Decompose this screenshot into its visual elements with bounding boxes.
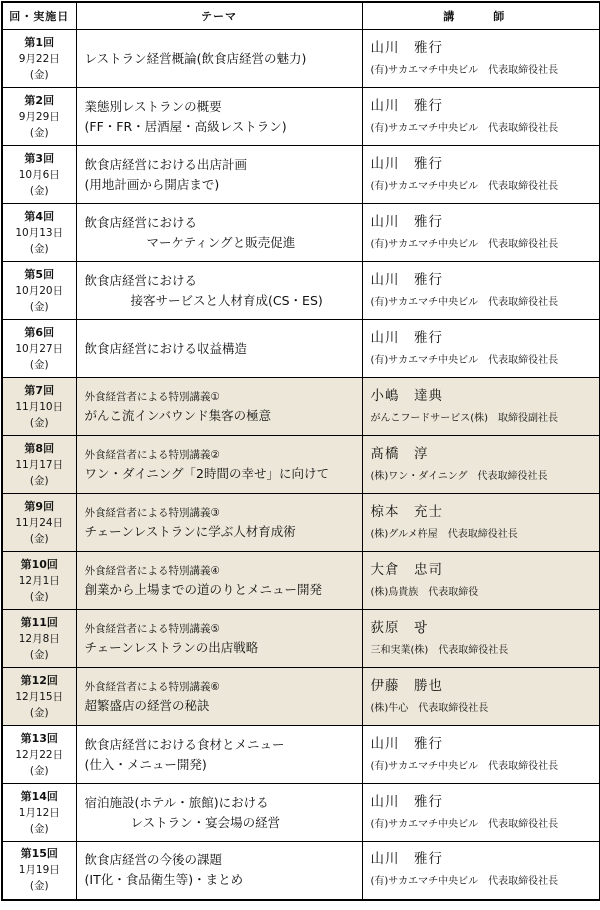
session-num: 第9回	[24, 499, 55, 513]
session-cell	[2, 320, 76, 378]
theme-text: 飲食店経営における収益構造	[84, 340, 248, 356]
session-cell	[2, 436, 76, 494]
lecturer-cell	[362, 436, 600, 494]
session-num: 第11回	[20, 615, 58, 629]
header-theme: テーマ	[76, 2, 362, 30]
theme-cell	[76, 784, 362, 842]
lecturer-name: 山川 雅行	[370, 793, 443, 810]
theme-cell	[76, 146, 362, 204]
lecturer-title: (株)ワン・ダイニング 代表取締役社長	[370, 470, 548, 482]
table-row	[2, 88, 600, 146]
session-date: 9月22日	[18, 52, 60, 65]
lecturer-name: 山川 雅行	[370, 155, 443, 172]
session-date: 10月20日	[15, 284, 64, 297]
session-dow: (金)	[29, 532, 49, 545]
lecturer-cell	[362, 204, 600, 262]
theme-text: 飲食店経営における出店計画	[84, 156, 248, 172]
lecturer-cell	[362, 726, 600, 784]
lecturer-title: (有)サカエマチ中央ビル 代表取締役社長	[370, 760, 559, 772]
session-dow: (金)	[29, 358, 49, 371]
lecturer-name: 山川 雅行	[370, 213, 443, 230]
theme-cell	[76, 204, 362, 262]
session-num: 第14回	[20, 789, 58, 803]
session-dow: (金)	[29, 880, 49, 893]
lecturer-title: (有)サカエマチ中央ビル 代表取締役社長	[370, 354, 559, 366]
table-row	[2, 726, 600, 784]
theme-text: レストラン経営概論(飲食店経営の魅力)	[84, 50, 307, 66]
session-date: 9月29日	[18, 110, 60, 123]
lecturer-title: (株)グルメ杵屋 代表取締役社長	[370, 528, 518, 540]
theme-cell	[76, 320, 362, 378]
theme-text: がんこ流インバウンド集客の極意	[84, 407, 272, 423]
session-cell	[2, 378, 76, 436]
session-dow: (金)	[29, 416, 49, 429]
table-row	[2, 30, 600, 88]
theme-cell	[76, 494, 362, 552]
session-num: 第2回	[24, 93, 55, 107]
session-num: 第3回	[24, 151, 55, 165]
header-session: 回・実施日	[2, 2, 76, 30]
lecturer-name: 髙橋 淳	[370, 445, 429, 462]
lecturer-cell	[362, 668, 600, 726]
session-num: 第7回	[24, 383, 55, 397]
session-dow: (金)	[29, 68, 49, 81]
lecturer-name: 山川 雅行	[370, 851, 443, 868]
session-num: 第15回	[20, 847, 58, 861]
session-cell	[2, 146, 76, 204]
lecturer-title: (有)サカエマチ中央ビル 代表取締役社長	[370, 64, 559, 76]
session-cell	[2, 204, 76, 262]
session-cell	[2, 668, 76, 726]
theme-text: 業態別レストランの概要	[84, 98, 222, 114]
special-lecture-label: 外食経営者による特別講義⑤	[84, 622, 220, 635]
session-dow: (金)	[29, 590, 49, 603]
special-lecture-label: 外食経営者による特別講義④	[84, 564, 220, 577]
lecturer-name: 山川 雅行	[370, 271, 443, 288]
lecturer-title: (有)サカエマチ中央ビル 代表取締役社長	[370, 122, 559, 134]
lecturer-cell	[362, 610, 600, 668]
lecturer-cell	[362, 842, 600, 900]
table-row	[2, 378, 600, 436]
session-cell	[2, 842, 76, 900]
theme-text: 超繁盛店の経営の秘訣	[84, 697, 210, 713]
session-dow: (金)	[29, 184, 49, 197]
session-num: 第10回	[20, 557, 58, 571]
session-cell	[2, 88, 76, 146]
table-row	[2, 842, 600, 900]
session-date: 10月27日	[15, 342, 64, 355]
session-num: 第1回	[24, 35, 55, 49]
theme-text: ワン・ダイニング「2時間の幸せ」に向けて	[84, 465, 329, 481]
lecturer-cell	[362, 784, 600, 842]
session-cell	[2, 726, 76, 784]
session-date: 12月15日	[15, 690, 64, 703]
session-date: 11月10日	[15, 400, 64, 413]
theme-text: チェーンレストランの出店戦略	[84, 639, 259, 655]
theme-text: チェーンレストランに学ぶ人材育成術	[84, 523, 296, 539]
lecturer-name: 荻原 팡	[370, 619, 429, 636]
theme-text: 宿泊施設(ホテル・旅館)における	[84, 794, 269, 810]
session-cell	[2, 784, 76, 842]
theme-text: 飲食店経営における	[84, 214, 198, 230]
theme-cell	[76, 610, 362, 668]
table-row	[2, 320, 600, 378]
theme-text: 飲食店経営における	[84, 272, 198, 288]
table-row	[2, 552, 600, 610]
theme-cell	[76, 436, 362, 494]
lecturer-cell	[362, 88, 600, 146]
lecturer-cell	[362, 378, 600, 436]
lecturer-title: (有)サカエマチ中央ビル 代表取締役社長	[370, 876, 559, 888]
session-cell	[2, 610, 76, 668]
lecturer-title: (有)サカエマチ中央ビル 代表取締役社長	[370, 180, 559, 192]
theme-cell	[76, 552, 362, 610]
table-row	[2, 610, 600, 668]
table-row	[2, 146, 600, 204]
theme-cell	[76, 726, 362, 784]
theme-text: マーケティングと販売促進	[146, 234, 296, 250]
theme-text: 飲食店経営における食材とメニュー	[84, 736, 285, 752]
lecturer-cell	[362, 552, 600, 610]
lecturer-name: 椋本 充士	[370, 503, 443, 520]
theme-cell	[76, 88, 362, 146]
session-dow: (金)	[29, 474, 49, 487]
table-row	[2, 204, 600, 262]
session-num: 第4回	[24, 209, 55, 223]
lecturer-cell	[362, 30, 600, 88]
session-dow: (金)	[29, 706, 49, 719]
session-dow: (金)	[29, 126, 49, 139]
session-dow: (金)	[29, 648, 49, 661]
lecturer-cell	[362, 494, 600, 552]
lecturer-title: (有)サカエマチ中央ビル 代表取締役社長	[370, 296, 559, 308]
session-date: 10月13日	[15, 226, 64, 239]
lecturer-name: 山川 雅行	[370, 329, 443, 346]
session-dow: (金)	[29, 300, 49, 313]
lecturer-title: (株)牛心 代表取締役社長	[370, 702, 489, 714]
table-row	[2, 262, 600, 320]
session-date: 10月6日	[18, 168, 60, 181]
lecturer-name: 大倉 忠司	[370, 561, 443, 578]
session-num: 第5回	[24, 267, 55, 281]
lecturer-title: がんこフードサービス(株) 取締役副社長	[370, 412, 559, 424]
special-lecture-label: 外食経営者による特別講義②	[84, 448, 220, 461]
header-row	[2, 2, 600, 30]
session-num: 第6回	[24, 325, 55, 339]
session-cell	[2, 30, 76, 88]
lecturer-name: 山川 雅行	[370, 97, 443, 114]
theme-cell	[76, 378, 362, 436]
session-cell	[2, 262, 76, 320]
theme-text: (仕入・メニュー開発)	[84, 756, 207, 772]
header-lecturer: 講 師	[362, 2, 600, 30]
session-cell	[2, 552, 76, 610]
lecturer-title: (株)鳥貴族 代表取締役	[370, 586, 479, 598]
session-date: 12月22日	[15, 748, 64, 761]
session-num: 第13回	[20, 731, 58, 745]
lecturer-title: 三和実業(株) 代表取締役社長	[370, 644, 509, 656]
lecturer-name: 山川 雅行	[370, 39, 443, 56]
session-date: 12月1日	[18, 574, 60, 587]
session-date: 11月24日	[15, 516, 64, 529]
table-row	[2, 436, 600, 494]
session-num: 第12回	[20, 673, 58, 687]
session-date: 11月17日	[15, 458, 64, 471]
table-row	[2, 784, 600, 842]
theme-cell	[76, 842, 362, 900]
session-dow: (金)	[29, 822, 49, 835]
session-cell	[2, 494, 76, 552]
theme-text: 創業から上場までの道のりとメニュー開発	[84, 581, 323, 597]
theme-text: (用地計画から開店まで)	[84, 176, 220, 192]
lecturer-name: 伊藤 勝也	[370, 677, 443, 694]
theme-text: 飲食店経営の今後の課題	[84, 852, 223, 868]
lecturer-name: 小嶋 達典	[370, 387, 443, 404]
theme-text: (FF・FR・居酒屋・高級レストラン)	[84, 118, 287, 134]
lecturer-title: (有)サカエマチ中央ビル 代表取締役社長	[370, 238, 559, 250]
lecturer-cell	[362, 320, 600, 378]
session-num: 第8回	[24, 441, 55, 455]
theme-text: 接客サービスと人材育成(CS・ES)	[130, 292, 323, 308]
table-row	[2, 494, 600, 552]
lecture-schedule-table	[1, 1, 600, 901]
special-lecture-label: 外食経営者による特別講義①	[84, 390, 220, 403]
lecturer-name: 山川 雅行	[370, 735, 443, 752]
session-date: 1月19日	[18, 864, 60, 877]
table-row	[2, 668, 600, 726]
lecturer-title: (有)サカエマチ中央ビル 代表取締役社長	[370, 818, 559, 830]
lecturer-cell	[362, 146, 600, 204]
theme-cell	[76, 668, 362, 726]
session-dow: (金)	[29, 242, 49, 255]
lecturer-cell	[362, 262, 600, 320]
theme-text: (IT化・食品衛生等)・まとめ	[84, 872, 244, 888]
theme-cell	[76, 30, 362, 88]
theme-text: レストラン・宴会場の経営	[130, 814, 281, 830]
theme-cell	[76, 262, 362, 320]
session-dow: (金)	[29, 764, 49, 777]
special-lecture-label: 外食経営者による特別講義⑥	[84, 680, 220, 693]
session-date: 1月12日	[18, 806, 60, 819]
special-lecture-label: 外食経営者による特別講義③	[84, 506, 220, 519]
session-date: 12月8日	[18, 632, 60, 645]
